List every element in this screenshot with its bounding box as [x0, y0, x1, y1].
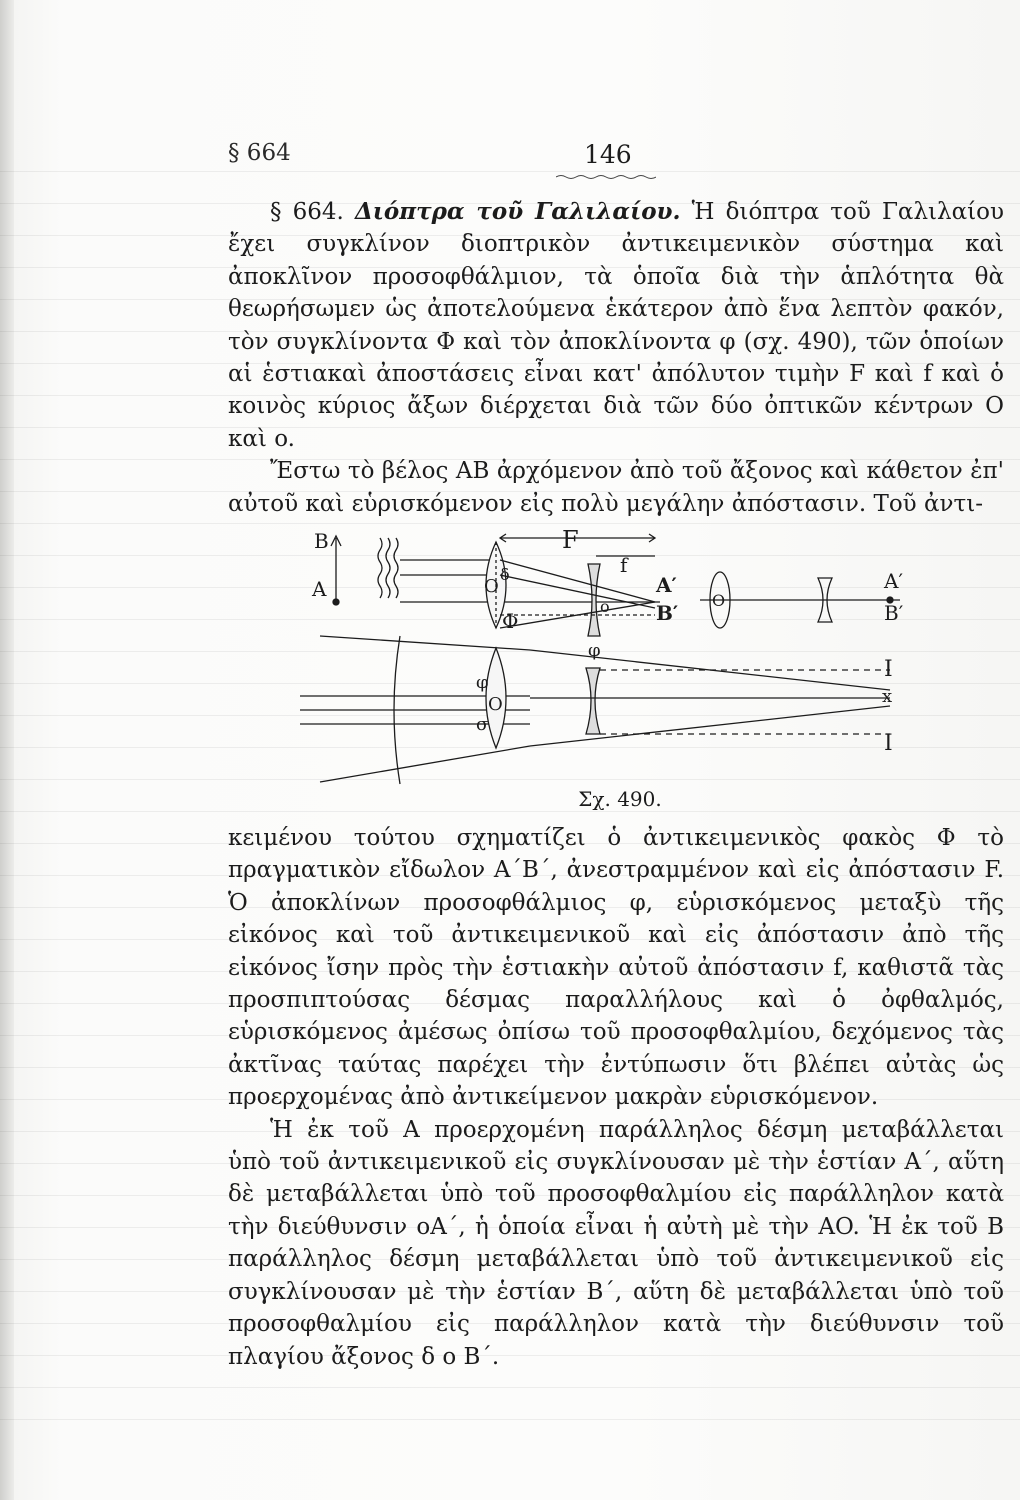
label-phi-lower: φ [476, 672, 489, 693]
page-gutter [0, 0, 14, 1500]
page-number-wavy-rule [556, 174, 656, 180]
paragraph-galileo-intro [228, 196, 1004, 455]
label-A-prime: A′ [656, 573, 677, 597]
label-delta: δ [500, 565, 510, 584]
figure-490-diagram [300, 520, 940, 790]
text-block-upper [228, 196, 1004, 520]
lower-eyepiece-lens [586, 668, 600, 734]
label-O-objective: O [484, 576, 499, 597]
outer-ray-top [320, 636, 530, 650]
object-arrow-base [333, 599, 339, 605]
label-Phi: Φ [502, 609, 519, 633]
ray-bundle-upper [500, 560, 655, 628]
label-I-bottom: I [884, 731, 893, 756]
simplified-figure [700, 572, 900, 628]
label-B-prime: B′ [656, 601, 679, 625]
converging-ray-1 [500, 560, 655, 602]
label-A: A [312, 577, 327, 601]
label-A-prime-simplified: A′ [884, 569, 903, 593]
label-sigma: σ [476, 714, 489, 735]
converge-ray-lower [530, 706, 890, 746]
label-x: x [882, 686, 893, 707]
eyepiece-lens-upper [588, 564, 600, 636]
label-B: B [314, 529, 329, 553]
paragraph-beam-transformation: Ἡ ἐκ τοῦ A προερχομένη παράλληλος δέσμη μεταβάλλεται ὑπὸ τοῦ ἀντικειμενικοῦ εἰς συγκλίνουσαν μὲ τὴν ἑστίαν A΄, αὕτη δὲ μεταβάλλεται ὑπὸ τοῦ προσοφθαλμίου εἰς παράλληλον κατὰ τὴν διεύθυνσιν oA΄, ἡ ὁποία εἶναι ἡ αὐτὴ μὲ τὴν AO. Ἡ ἐκ τοῦ B παράλληλος δέσμη μεταβάλλεται ὑπὸ τοῦ ἀντικειμενικοῦ εἰς συγκλίνουσαν μὲ τὴν ἑστίαν B΄, αὕτη δὲ μεταβάλλεται ὑπὸ τοῦ προσοφθαλμίου εἰς παράλληλον κατὰ τὴν διεύθυνσιν τοῦ πλαγίου ἄξονος δ o B΄. [228, 1116, 1004, 1370]
paragraph-image-formation: κειμένου τούτου σχηματίζει ὁ ἀντικειμενικὸς φακὸς Φ τὸ πραγματικὸν εἴδωλον A΄B΄, ἀνεστραμμένον καὶ εἰς ἀπόστασιν F. Ὁ ἀποκλίνων προσοφθάλμιος φ, εὑρισκόμενος μεταξὺ τῆς εἰκόνος καὶ τοῦ ἀντικειμενικοῦ καὶ εἰς ἀπόστασιν ἀπὸ τῆς εἰκόνος ἴσην πρὸς τὴν ἑστιακὴν αὐτοῦ ἀπόστασιν f, καθιστᾶ τὰς προσπιπτούσας δέσμας παραλλήλους καὶ ὁ ὀφθαλμός, εὑρισκόμενος ἀμέσως ὀπίσω τοῦ προσοφθαλμίου, δεχόμενος τὰς ἀκτῖνας ταύτας παρέχει τὴν ἐντύπωσιν ὅτι βλέπει αὐτὰς ὡς προερχομένας ἀπὸ ἀντικείμενον μακρὰν εὑρισκόμενον. [228, 825, 1004, 1111]
label-O-simplified: O [712, 591, 726, 610]
header-section-mark: § 664 [228, 140, 291, 166]
label-O-lower: O [488, 694, 503, 715]
wavy-break-2 [386, 538, 390, 598]
section-label: § 664. [270, 199, 344, 225]
wavy-break-3 [394, 538, 398, 598]
label-f: f [620, 553, 628, 577]
page-number: 146 [584, 140, 632, 169]
label-F: F [562, 526, 579, 554]
label-I-top: I [884, 657, 893, 682]
converging-ray-2 [500, 575, 655, 608]
section-title: Διόπτρα τοῦ Γαλιλαίου. [354, 198, 681, 225]
label-phi: φ [588, 640, 601, 661]
page-header [228, 140, 1008, 180]
wavy-break-1 [378, 538, 382, 598]
eyepiece-lens-shape [588, 564, 600, 636]
label-B-prime-simplified: B′ [884, 601, 904, 625]
label-o-eyepiece: o [600, 597, 610, 616]
figure-caption: Σχ. 490. [578, 787, 662, 811]
paragraph-arrow-setup: Ἔστω τὸ βέλος AB ἀρχόμενον ἀπὸ τοῦ ἄξονος καὶ κάθετον ἐπ' αὐτοῦ καὶ εὑρισκόμενον εἰς πολὺ μεγάλην ἀπόστασιν. Τοῦ ἀντι- [228, 458, 1004, 517]
paragraph-1-text: Ἡ διόπτρα τοῦ Γαλιλαίου ἔχει συγκλίνον διοπτρικὸν ἀντικειμενικὸν σύστημα καὶ ἀποκλῖνον προσοφθάλμιον, τὰ ὁποῖα διὰ τὴν ἁπλότητα θὰ θεωρήσωμεν ὡς ἀποτελούμενα ἑκάτερον ἀπὸ ἕνα λεπτὸν φακόν, τὸν συγκλίνοντα Φ καὶ τὸν ἀποκλίνοντα φ (σχ. 490), τῶν ὁποίων αἱ ἑστιακαὶ ἀποστάσεις εἶναι κατ' ἀπόλυτον τιμὴν F καὶ f καὶ ὁ κοινὸς κύριος ἄξων διέρχεται διὰ τῶν δύο ὀπτικῶν κέντρων O καὶ o. [228, 199, 1004, 452]
text-block-lower [228, 822, 1004, 1373]
outer-ray-bottom [320, 746, 530, 782]
